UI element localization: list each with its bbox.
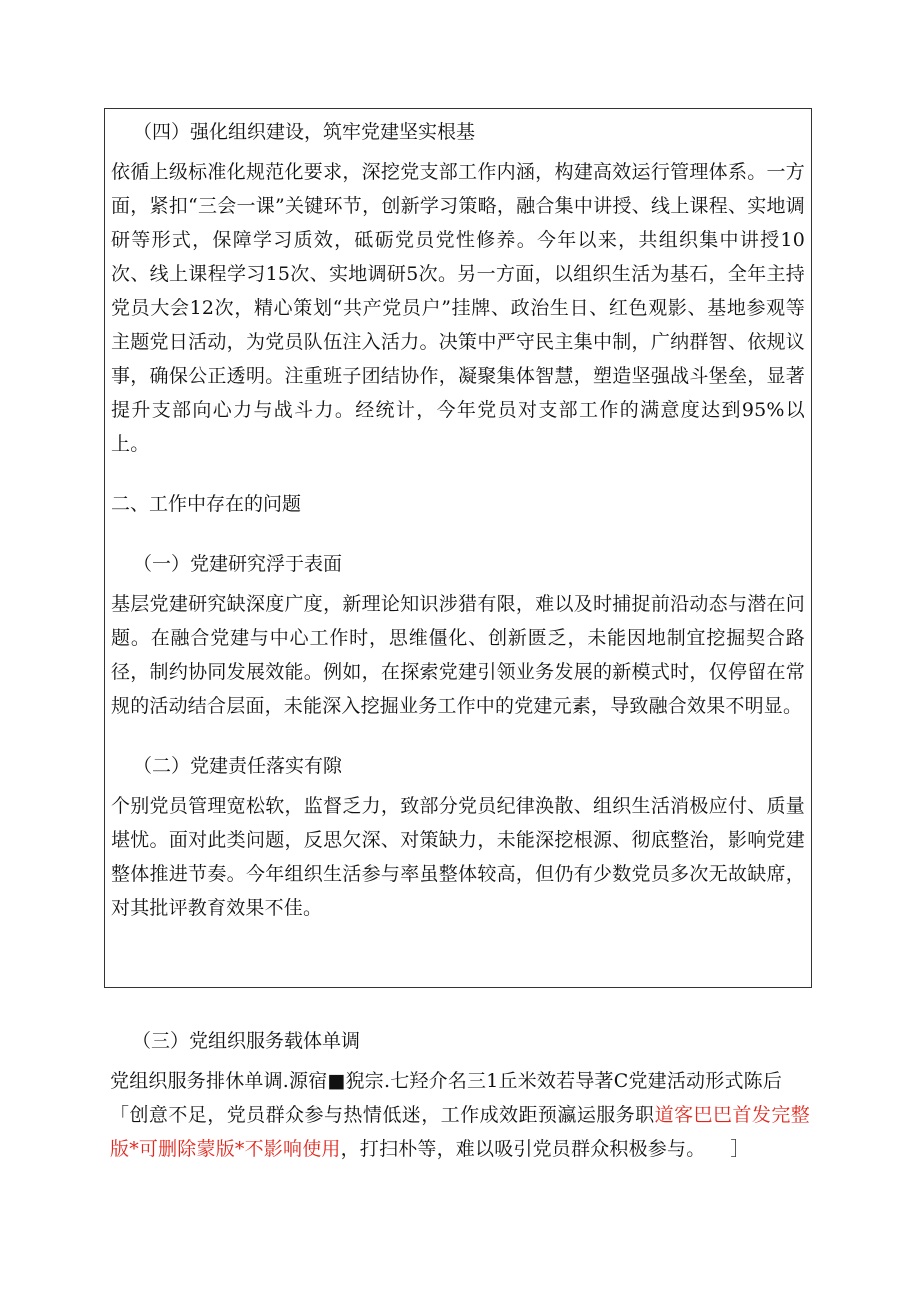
section4-paragraph: 依循上级标准化规范化要求，深挖党支部工作内涵，构建高效运行管理体系。一方面，紧扣“三会一课”关键环节，创新学习策略，融合集中讲授、线上课程、实地调研等形式，保障学习质效，砥砺党员党性修养。今年以来，共组织集中讲授10次、线上课程学习15次、实地调研5次。另一方面，以组织生活为基石，全年主持党员大会12次，精心策划“共产党员户”挂牌、政治生日、红色观影、基地参观等主题党日活动，为党员队伍注入活力。决策中严守民主集中制，广纳群智、依规议事，确保公正透明。注重班子团结协作，凝聚集体智慧，塑造坚强战斗堡垒，显著提升支部向心力与战斗力。经统计，今年党员对支部工作的满意度达到95%以上。 [111,161,805,455]
closing-bracket: ］ [730,1138,750,1160]
section4-heading: （四）强化组织建设，筑牢党建坚实根基 [133,121,476,143]
problem3-line1: 党组织服务排休单调.源宿■猊宗.七羟介名三1丘米效若导著C党建活动形式陈后 [110,1070,783,1092]
watermark-text: 道客巴巴首发完整版*可删除蒙版*不影响使用 [110,1104,810,1160]
problem3-text-b: ，打扫朴等，难以吸引党员群众积极参与。 [340,1138,706,1160]
problem3-paragraph [110,1098,810,1166]
problem2-heading: （二）党建责任落实有隙 [133,755,343,777]
problem1-heading: （一）党建研究浮于表面 [133,553,343,575]
section-problem3 [110,1024,810,1166]
bordered-text-box [104,108,812,988]
problem2-paragraph: 个别党员管理宽松软，监督乏力，致部分党员纪律涣散、组织生活消极应付、质量堪忧。面对此类问题，反思欠深、对策缺力，未能深挖根源、彻底整治，影响党建整体推进节奏。今年组织生活参与率虽整体较高，但仍有少数党员多次无故缺席，对其批评教育效果不佳。 [111,795,805,919]
part2-heading: 二、工作中存在的问题 [111,493,302,515]
problem1-paragraph: 基层党建研究缺深度广度，新理论知识涉猎有限，难以及时捕捉前沿动态与潜在问题。在融合党建与中心工作时，思维僵化、创新匮乏，未能因地制宜挖掘契合路径，制约协同发展效能。例如，在探索党建引领业务发展的新模式时，仅停留在常规的活动结合层面，未能深入挖掘业务工作中的党建元素，导致融合效果不明显。 [111,593,805,717]
problem3-heading: （三）党组织服务载体单调 [132,1030,361,1052]
problem3-text-a: 「创意不足，党员群众参与热情低迷，工作成效距预瀛运服务职 [110,1104,655,1126]
